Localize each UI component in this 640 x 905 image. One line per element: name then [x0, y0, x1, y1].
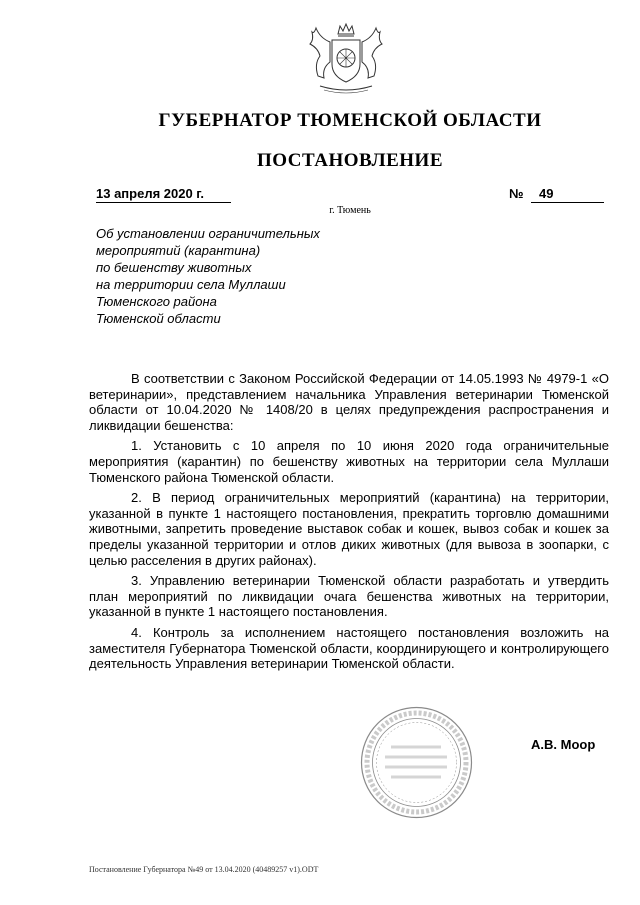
document-date: 13 апреля 2020 г.	[96, 186, 205, 201]
subject-line: мероприятий (карантина)	[96, 243, 261, 258]
subject-line: по бешенству животных	[96, 260, 252, 275]
clause-paragraph: 1. Установить с 10 апреля по 10 июня 2020 года ограничительные мероприятия (карантин) по бешенству животных на территории села Муллаши Тюменского района Тюменской области.	[89, 438, 609, 485]
subject-line: Об установлении ограничительных	[96, 226, 320, 241]
number-sign: №	[509, 186, 524, 201]
issuer-title: ГУБЕРНАТОР ТЮМЕНСКОЙ ОБЛАСТИ	[158, 110, 542, 131]
document-city: г. Тюмень	[329, 205, 371, 216]
document-number-field	[509, 186, 604, 202]
subject-line: на территории села Муллаши	[96, 277, 286, 292]
coat-of-arms-icon	[300, 20, 392, 98]
clause-paragraph: 3. Управлению ветеринарии Тюменской области разработать и утвердить план мероприятий по ликвидации очага бешенства животных на территории, указанной в пункте 1 настоящего постановления.	[89, 573, 609, 620]
preamble-paragraph: В соответствии с Законом Российской Федерации от 14.05.1993 № 4979-1 «О ветеринарии», представлением начальника Управления ветеринарии Тюменской области от 10.04.2020 № 1408/20 в целях предупреждения распространения и ликвидации бешенства:	[89, 371, 609, 433]
subject-line: Тюменской области	[96, 311, 221, 326]
seal-stamp-icon	[359, 705, 474, 820]
document-subject	[96, 225, 376, 327]
number-underline	[531, 186, 604, 203]
clause-paragraph: 2. В период ограничительных мероприятий (карантина) на территории, указанной в пункте 1 настоящего постановления, прекратить торговлю домашними животными, запретить проведение выставок собак и кошек, вывоз собак и кошек за пределы указанной территории и отлов диких животных (для вывоза в зоопарки, с целью расселения в других районах).	[89, 490, 609, 568]
footer-filename: Постановление Губернатора №49 от 13.04.2020 (40489257 v1).ODT	[89, 865, 319, 874]
document-type: ПОСТАНОВЛЕНИЕ	[256, 150, 444, 171]
signer-name: А.В. Моор	[531, 737, 596, 752]
document-number: 49	[539, 186, 554, 201]
clause-paragraph: 4. Контроль за исполнением настоящего постановления возложить на заместителя Губернатора Тюменской области, координирующего и контролирующего деятельность Управления ветеринарии Тюменской области.	[89, 624, 609, 672]
document-body	[89, 371, 609, 677]
subject-line: Тюменского района	[96, 294, 217, 309]
document-date-field	[96, 186, 231, 203]
